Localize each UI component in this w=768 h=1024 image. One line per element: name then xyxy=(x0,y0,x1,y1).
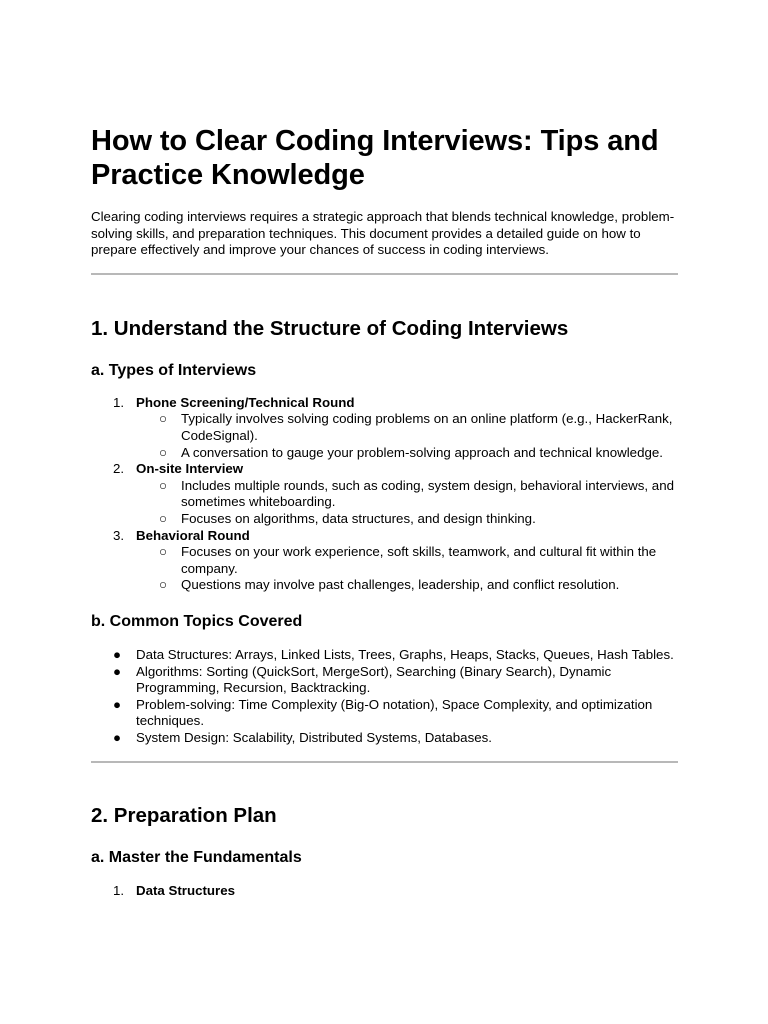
sub-list-item: ○ Questions may involve past challenges, leadership, and conflict resolution. xyxy=(159,577,620,593)
sub-list xyxy=(136,411,678,461)
fundamentals-list xyxy=(91,883,678,900)
list-number: 1. xyxy=(113,883,125,899)
list-item xyxy=(91,395,678,461)
sub-list-item: ○ Typically involves solving coding problems on an online platform (e.g., HackerRank, CodeSignal). xyxy=(159,411,673,443)
topics-list xyxy=(91,647,678,747)
sub-list-item: ○ A conversation to gauge your problem-solving approach and technical knowledge. xyxy=(159,444,663,460)
list-item: ● Problem-solving: Time Complexity (Big-O notation), Space Complexity, and optimization techniques. xyxy=(113,696,653,729)
bullet-icon: ● xyxy=(113,729,122,745)
circle-bullet-icon: ○ xyxy=(159,477,168,493)
list-item-title: Data Structures xyxy=(136,883,236,899)
sub-list xyxy=(136,478,678,528)
list-item: ● Data Structures: Arrays, Linked Lists, Trees, Graphs, Heaps, Stacks, Queues, Hash Tables. xyxy=(113,646,674,662)
sub-list-item: ○ Focuses on algorithms, data structures, and design thinking. xyxy=(159,510,536,526)
list-item xyxy=(91,528,678,594)
list-item-title: Phone Screening/Technical Round xyxy=(136,394,355,410)
subsection-heading: b. Common Topics Covered xyxy=(91,612,303,630)
interview-types-list xyxy=(91,395,678,594)
divider xyxy=(91,761,678,763)
subsection-heading: a. Types of Interviews xyxy=(91,361,257,379)
list-item: ● System Design: Scalability, Distributed Systems, Databases. xyxy=(113,729,492,745)
list-item-title: Behavioral Round xyxy=(136,527,250,543)
list-item: ● Algorithms: Sorting (QuickSort, MergeSort), Searching (Binary Search), Dynamic Programming, Recursion, Backtracking. xyxy=(113,663,612,696)
bullet-icon: ● xyxy=(113,646,122,662)
list-number: 3. xyxy=(113,527,125,543)
divider xyxy=(91,273,678,275)
list-item xyxy=(91,461,678,527)
subsection-heading: a. Master the Fundamentals xyxy=(91,849,302,867)
bullet-icon: ● xyxy=(113,696,122,712)
sub-list-item: ○ Includes multiple rounds, such as coding, system design, behavioral interviews, and sometimes whiteboarding. xyxy=(159,477,674,510)
bullet-icon: ● xyxy=(113,663,122,679)
section-heading: 1. Understand the Structure of Coding Interviews xyxy=(91,316,569,340)
intro-paragraph: Clearing coding interviews requires a strategic approach that blends technical knowledge, problem-solving skills, and preparation techniques. This document provides a detailed guide on how to prepare effectively and improve your chances of success in coding interviews. xyxy=(91,209,675,258)
circle-bullet-icon: ○ xyxy=(159,510,168,526)
section-heading: 2. Preparation Plan xyxy=(91,804,277,828)
circle-bullet-icon: ○ xyxy=(159,577,168,593)
list-item-title: On-site Interview xyxy=(136,461,244,477)
document-title: How to Clear Coding Interviews: Tips and Practice Knowledge xyxy=(91,125,659,191)
list-number: 2. xyxy=(113,461,125,477)
circle-bullet-icon: ○ xyxy=(159,444,168,460)
sub-list xyxy=(136,544,678,594)
circle-bullet-icon: ○ xyxy=(159,544,168,560)
circle-bullet-icon: ○ xyxy=(159,411,168,427)
list-number: 1. xyxy=(113,394,125,410)
sub-list-item: ○ Focuses on your work experience, soft skills, teamwork, and cultural fit within the company. xyxy=(159,544,657,576)
list-item xyxy=(91,883,678,900)
